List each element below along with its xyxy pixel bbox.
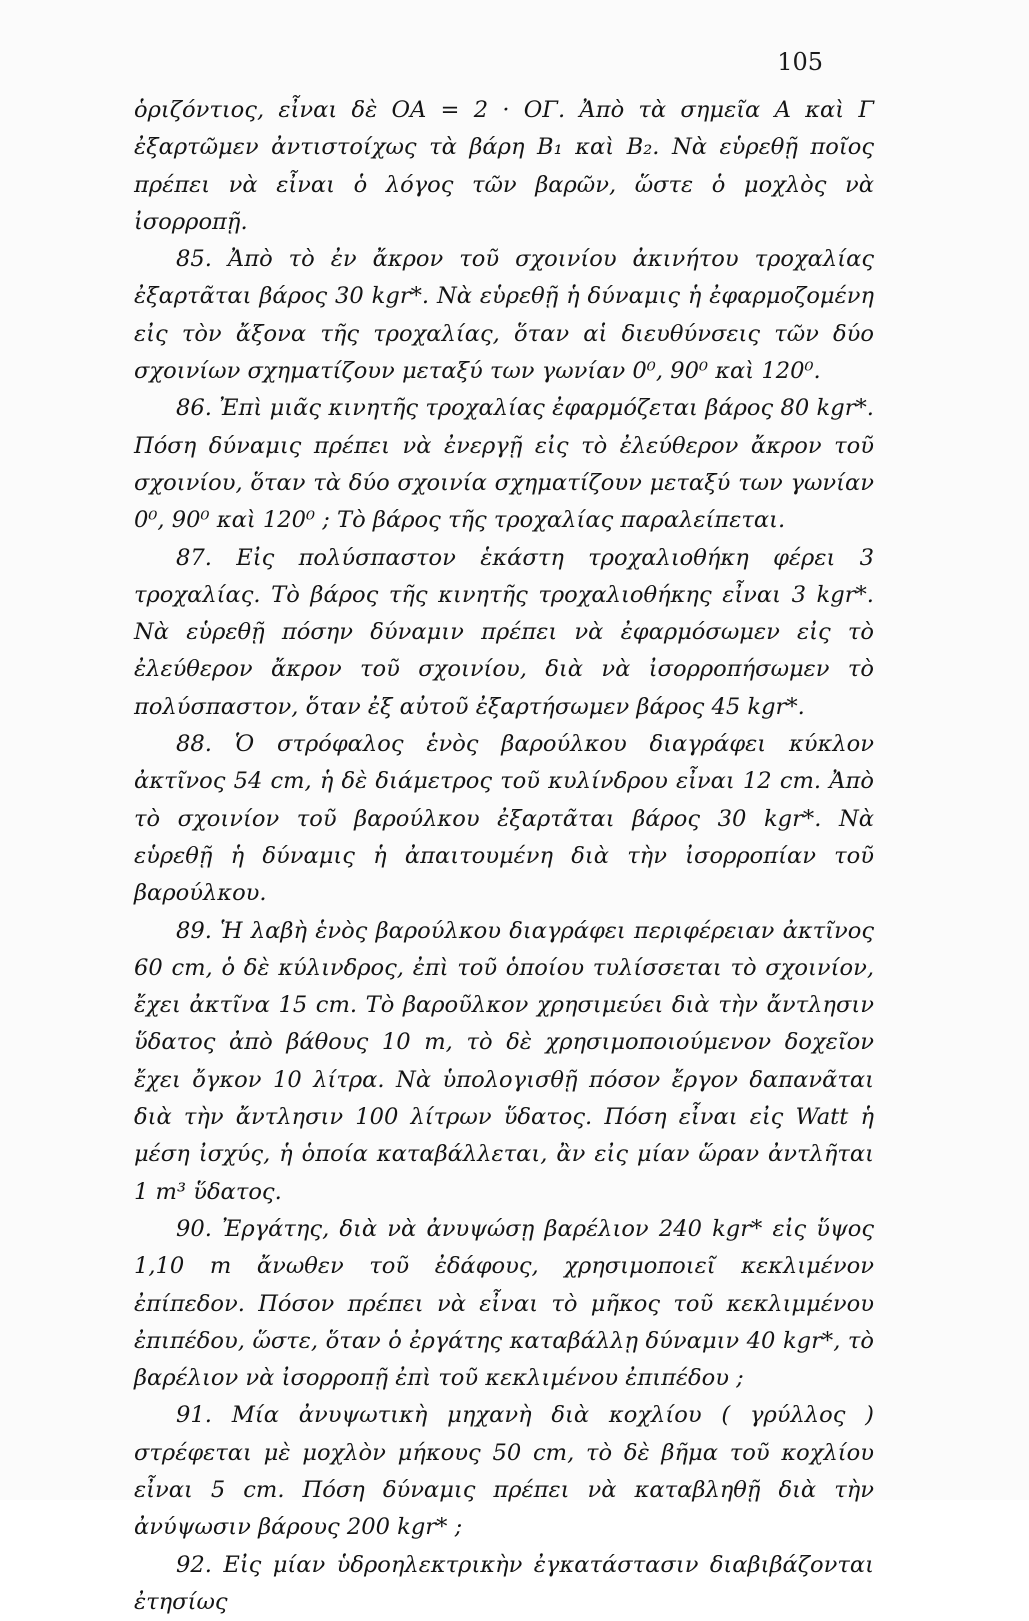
problem-87: 87. Εἰς πολύσπαστον ἑκάστη τροχαλιοθήκη φέρει 3 τροχαλίας. Τὸ βάρος τῆς κινητῆς τροχαλιοθήκης εἶναι 3 kgr*. Νὰ εὑρεθῇ πόσην δύναμιν πρέπει νὰ ἐφαρμόσωμεν εἰς τὸ ἐλεύθερον ἄκρον τοῦ σχοινίου, διὰ νὰ ἰσορροπήσωμεν τὸ πολύσπαστον, ὅταν ἐξ αὐτοῦ ἐξαρτήσωμεν βάρος 45 kgr*. <box>134 544 874 720</box>
problem-91: 91. Μία ἀνυψωτικὴ μηχανὴ διὰ κοχλίου ( γρύλλος ) στρέφεται μὲ μοχλὸν μήκους 50 cm, τὸ δὲ βῆμα τοῦ κοχλίου εἶναι 5 cm. Πόση δύναμις πρέπει νὰ καταβληθῇ διὰ τὴν ἀνύψωσιν βάρους 200 kgr* ; <box>134 1402 874 1541</box>
paragraph-continuation: ὁριζόντιος, εἶναι δὲ ΟΑ = 2 · ΟΓ. Ἀπὸ τὰ σημεῖα Α καὶ Γ ἐξαρτῶμεν ἀντιστοίχως τὰ βάρη B₁ καὶ B₂. Νὰ εὑρεθῇ ποῖος πρέπει νὰ εἶναι ὁ λόγος τῶν βαρῶν, ὥστε ὁ μοχλὸς νὰ ἰσορροπῇ. <box>134 97 874 235</box>
page-number: 105 <box>777 48 823 76</box>
problem-88: 88. Ὁ στρόφαλος ἑνὸς βαρούλκου διαγράφει κύκλον ἀκτῖνος 54 cm, ἡ δὲ διάμετρος τοῦ κυλίνδρου εἶναι 12 cm. Ἀπὸ τὸ σχοινίον τοῦ βαρούλκου ἐξαρτᾶται βάρος 30 kgr*. Νὰ εὑρεθῇ ἡ δύναμις ἡ ἀπαιτουμένη διὰ τὴν ἰσορροπίαν τοῦ βαρούλκου. <box>134 731 874 907</box>
problem-85: 85. Ἀπὸ τὸ ἐν ἄκρον τοῦ σχοινίου ἀκινήτου τροχαλίας ἐξαρτᾶται βάρος 30 kgr*. Νὰ εὑρεθῇ ἡ δύναμις ἡ ἐφαρμοζομένη εἰς τὸν ἄξονα τῆς τροχαλίας, ὅταν αἱ διευθύνσεις τῶν δύο σχοινίων σχηματίζουν μεταξύ των γωνίαν 0⁰, 90⁰ καὶ 120⁰. <box>134 246 874 385</box>
page-text <box>134 92 874 1621</box>
problem-86: 86. Ἐπὶ μιᾶς κινητῆς τροχαλίας ἐφαρμόζεται βάρος 80 kgr*. Πόση δύναμις πρέπει νὰ ἐνεργῇ εἰς τὸ ἐλεύθερον ἄκρον τοῦ σχοινίου, ὅταν τὰ δύο σχοινία σχηματίζουν μεταξύ των γωνίαν 0⁰, 90⁰ καὶ 120⁰ ; Τὸ βάρος τῆς τροχαλίας παραλείπεται. <box>134 395 874 534</box>
problem-92: 92. Εἰς μίαν ὑδροηλεκτρικὴν ἐγκατάστασιν διαβιβάζονται ἐτησίως <box>134 1551 874 1615</box>
problem-90: 90. Ἐργάτης, διὰ νὰ ἀνυψώσῃ βαρέλιον 240 kgr* εἰς ὕψος 1,10 m ἄνωθεν τοῦ ἐδάφους, χρησιμοποιεῖ κεκλιμένον ἐπίπεδον. Πόσον πρέπει νὰ εἶναι τὸ μῆκος τοῦ κεκλιμμένου ἐπιπέδου, ὥστε, ὅταν ὁ ἐργάτης καταβάλλῃ δύναμιν 40 kgr*, τὸ βαρέλιον νὰ ἰσορροπῇ ἐπὶ τοῦ κεκλιμένου ἐπιπέδου ; <box>134 1215 874 1392</box>
problem-89: 89. Ἡ λαβὴ ἑνὸς βαρούλκου διαγράφει περιφέρειαν ἀκτῖνος 60 cm, ὁ δὲ κύλινδρος, ἐπὶ τοῦ ὁποίου τυλίσσεται τὸ σχοινίον, ἔχει ἀκτῖνα 15 cm. Τὸ βαροῦλκον χρησιμεύει διὰ τὴν ἄντλησιν ὕδατος ἀπὸ βάθους 10 m, τὸ δὲ χρησιμοποιούμενον δοχεῖον ἔχει ὄγκον 10 λίτρα. Νὰ ὑπολογισθῇ πόσον ἔργον δαπανᾶται διὰ τὴν ἄντλησιν 100 λίτρων ὕδατος. Πόση εἶναι εἰς Watt ἡ μέση ἰσχύς, ἡ ὁποία καταβάλλεται, ἂν εἰς μίαν ὥραν ἀντλῆται 1 m³ ὕδατος. <box>134 917 874 1205</box>
